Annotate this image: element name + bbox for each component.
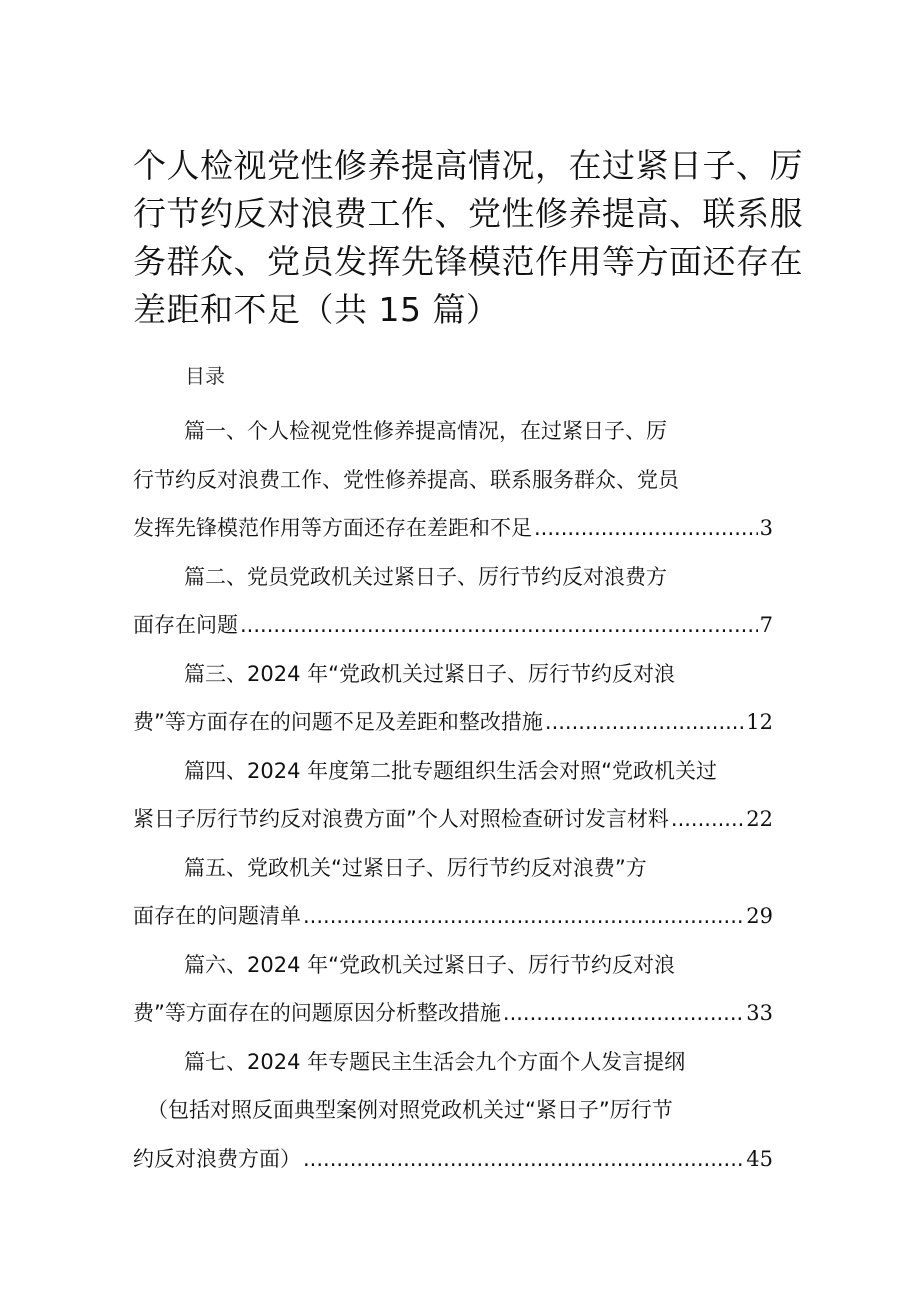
toc-page-number: 3 bbox=[759, 516, 773, 540]
toc-entry[interactable] bbox=[133, 407, 773, 553]
toc-entry[interactable] bbox=[133, 747, 773, 844]
toc-entry-line: 费”等方面存在的问题不足及差距和整改措施 bbox=[133, 710, 543, 734]
title-line: 差距和不足（共 15 篇） bbox=[133, 290, 500, 329]
toc-entry-line: 篇七、2024 年专题民主生活会九个方面个人发言提纲 bbox=[184, 1049, 686, 1074]
leader-dots bbox=[671, 795, 744, 844]
toc-page-number: 33 bbox=[746, 1001, 773, 1025]
toc-entry[interactable] bbox=[133, 553, 773, 650]
toc-entry[interactable] bbox=[133, 941, 773, 1038]
toc-entry-last-line bbox=[133, 698, 773, 747]
toc-entry-line: 面存在的问题清单 bbox=[133, 904, 301, 928]
title-line: 个人检视党性修养提高情况，在过紧日子、厉 bbox=[133, 146, 803, 185]
toc-entry-line: 篇六、2024 年“党政机关过紧日子、厉行节约反对浪 bbox=[184, 952, 675, 977]
toc-entry-line: （包括对照反面典型案例对照党政机关过“紧日子”厉行节 bbox=[147, 1098, 673, 1122]
toc-page-number: 45 bbox=[746, 1146, 773, 1171]
leader-dots bbox=[303, 892, 744, 941]
toc-entry-line: 紧日子厉行节约反对浪费方面”个人对照检查研讨发言材料 bbox=[133, 807, 669, 831]
toc-page-number: 12 bbox=[746, 710, 773, 734]
toc-entry-line: 行节约反对浪费工作、党性修养提高、联系服务群众、党员 bbox=[133, 467, 679, 492]
leader-dots bbox=[534, 504, 758, 553]
toc-page-number: 7 bbox=[759, 613, 773, 637]
toc-entry-line: 面存在问题 bbox=[133, 613, 238, 637]
leader-dots bbox=[240, 601, 758, 650]
toc-entry[interactable] bbox=[133, 844, 773, 941]
toc-page-number: 22 bbox=[746, 807, 773, 831]
toc-entry-line: 篇四、2024 年度第二批专题组织生活会对照“党政机关过 bbox=[184, 758, 717, 783]
toc-entry-last-line bbox=[133, 1135, 773, 1184]
toc-entry-last-line bbox=[133, 504, 773, 553]
toc-entry-last-line bbox=[133, 601, 773, 650]
leader-dots bbox=[545, 698, 744, 747]
title-line: 行节约反对浪费工作、党性修养提高、联系服 bbox=[133, 194, 803, 233]
toc-entry-line: 费”等方面存在的问题原因分析整改措施 bbox=[133, 1001, 501, 1025]
toc-entry-line: 发挥先锋模范作用等方面还存在差距和不足 bbox=[133, 516, 532, 540]
document-title bbox=[133, 142, 803, 334]
toc-entry-line: 篇三、2024 年“党政机关过紧日子、厉行节约反对浪 bbox=[184, 661, 675, 686]
toc-entry[interactable] bbox=[133, 650, 773, 747]
toc-page-number: 29 bbox=[746, 904, 773, 928]
toc-entry-line: 篇五、党政机关“过紧日子、厉行节约反对浪费”方 bbox=[184, 855, 647, 880]
toc-heading: 目录 bbox=[185, 364, 225, 388]
toc-entry-line: 篇二、党员党政机关过紧日子、厉行节约反对浪费方 bbox=[184, 564, 667, 589]
table-of-contents bbox=[133, 407, 773, 1183]
leader-dots bbox=[503, 989, 744, 1038]
leader-dots bbox=[303, 1135, 744, 1184]
toc-entry-line: 约反对浪费方面） bbox=[133, 1146, 301, 1171]
title-line: 务群众、党员发挥先锋模范作用等方面还存在 bbox=[133, 242, 803, 281]
toc-entry[interactable] bbox=[133, 1038, 773, 1184]
toc-entry-line: 篇一、个人检视党性修养提高情况，在过紧日子、厉 bbox=[184, 419, 667, 443]
toc-entry-last-line bbox=[133, 989, 773, 1038]
toc-entry-last-line bbox=[133, 795, 773, 844]
toc-entry-last-line bbox=[133, 892, 773, 941]
